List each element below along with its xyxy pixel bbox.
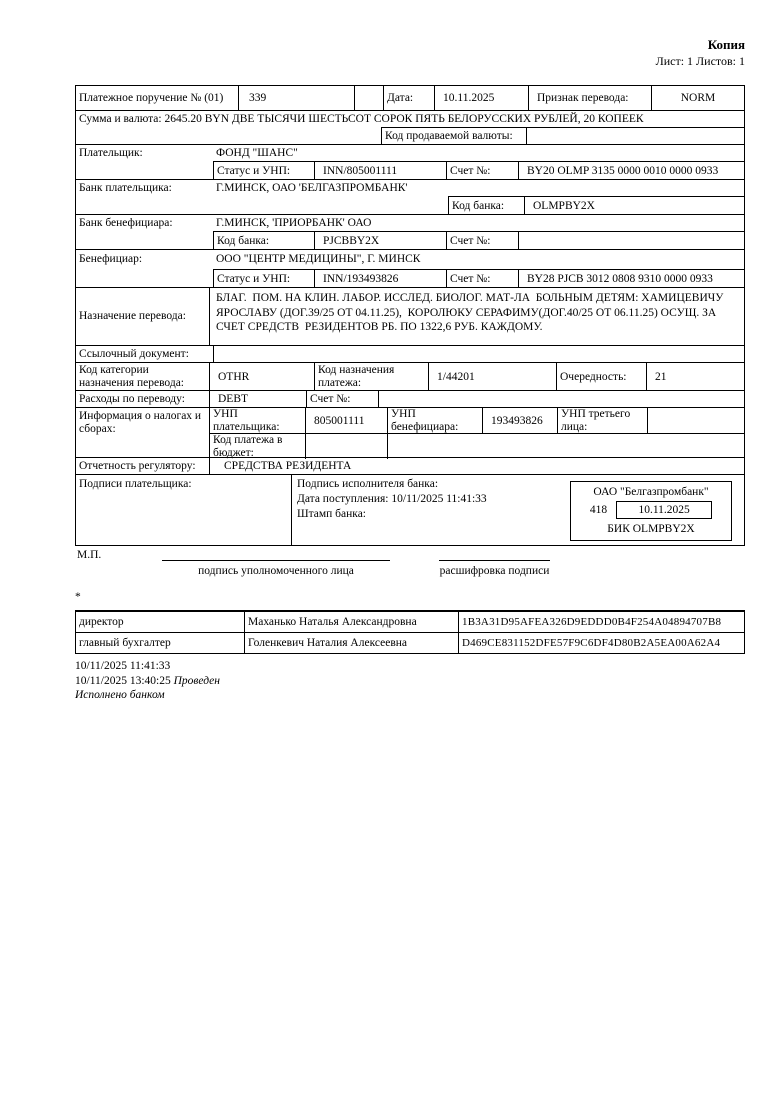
beneficiary-status-label: Статус и УНП: <box>213 269 314 287</box>
beneficiary-bank-code-label: Код банка: <box>213 231 314 249</box>
budget-code-row <box>210 433 744 459</box>
date-value: 10.11.2025 <box>434 86 528 110</box>
signature-decryption-line <box>439 560 550 578</box>
beneficiary-account-label: Счет №: <box>446 269 518 287</box>
signature-rule <box>162 560 390 561</box>
taxes-label: Информация о налогах и сборах: <box>79 410 202 435</box>
empty-cell <box>76 196 448 214</box>
payer-bank-row <box>76 179 744 196</box>
signer-name: Маханько Наталья Александровна <box>244 612 458 632</box>
beneficiary-name: ООО "ЦЕНТР МЕДИЦИНЫ", Г. МИНСК <box>216 253 421 265</box>
electronic-signatures-table <box>75 610 745 654</box>
signature-rule <box>439 560 550 561</box>
beneficiary-bank-row <box>76 214 744 231</box>
priority-label: Очередность: <box>556 363 646 390</box>
status-line-received: 10/11/2025 11:41:33 <box>75 660 171 672</box>
payer-status-row <box>76 161 744 179</box>
sheet-counter: Лист: 1 Листов: 1 <box>655 54 745 68</box>
payer-unp-value: 805001111 <box>305 408 387 433</box>
signer-hash: 1B3A31D95AFEA326D9EDDD0B4F254A04894707B8 <box>458 612 744 632</box>
payer-account-label: Счет №: <box>446 161 518 179</box>
beneficiary-status-row <box>76 269 744 287</box>
reference-row <box>76 345 744 362</box>
payer-bank-code-row <box>76 196 744 214</box>
payer-status-value: INN/805001111 <box>314 161 446 179</box>
purpose-code-value: 1/44201 <box>428 363 556 390</box>
reference-value <box>213 346 744 362</box>
purpose-row <box>76 287 744 345</box>
empty-cell <box>76 127 381 144</box>
bank-signature-cell <box>291 475 744 545</box>
regulator-label: Отчетность регулятору: <box>79 460 196 472</box>
beneficiary-label: Бенефициар: <box>79 253 143 265</box>
asterisk-note: * <box>75 591 81 603</box>
payer-name: ФОНД "ШАНС" <box>216 147 298 159</box>
signer-role: главный бухгалтер <box>79 637 171 649</box>
taxes-unp-row <box>210 408 744 433</box>
payer-bank-code-value: OLMPBY2X <box>524 196 744 214</box>
authorized-signature-caption: подпись уполномоченного лица <box>198 565 354 577</box>
expenses-account-value <box>378 391 744 407</box>
payer-bank-code-label: Код банка: <box>448 196 524 214</box>
seal-label: М.П. <box>77 549 102 561</box>
empty-cell <box>76 231 213 249</box>
amount-row <box>76 110 744 127</box>
sold-currency-value <box>526 127 744 144</box>
title-row <box>76 86 744 110</box>
payer-account-value: BY20 OLMP 3135 0000 0010 0000 0933 <box>518 161 744 179</box>
signer-name: Голенкевич Наталия Алексеевна <box>244 633 458 653</box>
empty-cell <box>387 434 744 459</box>
receipt-date: Дата поступления: 10/11/2025 11:41:33 <box>297 493 487 505</box>
beneficiary-unp-label: УНП бенефициара: <box>387 408 482 433</box>
payer-row <box>76 144 744 161</box>
beneficiary-bank-label: Банк бенефициара: <box>79 217 173 229</box>
bank-stamp-label: Штамп банка: <box>297 508 366 520</box>
sold-currency-row <box>76 127 744 144</box>
signer-role: директор <box>79 616 124 628</box>
signature-decryption-caption: расшифровка подписи <box>439 565 550 577</box>
regulator-row <box>76 457 744 474</box>
expenses-label: Расходы по переводу: <box>79 393 185 405</box>
reference-label: Ссылочный документ: <box>79 348 189 360</box>
status-line-processed <box>75 674 745 689</box>
payer-unp-label: УНП плательщика: <box>213 408 280 433</box>
payer-label: Плательщик: <box>79 147 143 159</box>
signer-row <box>76 611 744 632</box>
status-line-executed: Исполнено банком <box>75 689 165 701</box>
budget-code-value <box>305 434 387 459</box>
beneficiary-bank-account-value <box>518 231 744 249</box>
stamp-middle <box>575 501 727 519</box>
category-row <box>76 362 744 390</box>
transfer-sign-label: Признак перевода: <box>528 86 651 110</box>
sold-currency-label: Код продаваемой валюты: <box>381 127 526 144</box>
bank-executor-label: Подпись исполнителя банка: <box>297 478 439 490</box>
expenses-account-label: Счет №: <box>306 391 378 407</box>
processed-status: Проведен <box>173 674 220 687</box>
stamp-bank-name: ОАО "Белгазпромбанк" <box>593 486 709 498</box>
purpose-text: БЛАГ. ПОМ. НА КЛИН. ЛАБОР. ИССЛЕД. БИОЛОГ. МАТ-ЛА БОЛЬНЫМ ДЕТЯМ: ХАМИЦЕВИЧУ ЯРОСЛАВУ (ДОГ.39/25 ОТ 04.11.25), КОРОЛЮКУ СЕРАФИМУ(ДОГ.40/25 ОТ 06.11.25) ОСУЩ. ЗА СЧЕТ СРЕДСТВ РЕЗИДЕНТОВ РБ. ПО 1322,6 РУБ. КАЖДОМУ. <box>209 288 744 345</box>
order-number: 339 <box>238 86 354 110</box>
document-header <box>75 38 745 68</box>
budget-code-label: Код платежа в бюджет: <box>213 434 283 459</box>
copy-label: Копия <box>707 37 745 52</box>
stamp-bik: БИК OLMPBY2X <box>607 523 695 535</box>
beneficiary-bank-name: Г.МИНСК, 'ПРИОРБАНК' ОАО <box>216 217 372 229</box>
purpose-label: Назначение перевода: <box>79 310 186 323</box>
authorized-signature-line <box>162 560 390 578</box>
signer-row <box>76 632 744 653</box>
order-title: Платежное поручение № (01) <box>79 91 224 104</box>
third-party-unp-value <box>647 408 744 433</box>
processed-time: 10/11/2025 13:40:25 <box>75 674 171 687</box>
signer-hash: D469CE831152DFE57F9C6DF4D80B2A5EA00A62A4 <box>458 633 744 653</box>
empty-cell <box>76 269 213 287</box>
spacer-cell <box>354 86 383 110</box>
beneficiary-status-value: INN/193493826 <box>314 269 446 287</box>
beneficiary-bank-code-row <box>76 231 744 249</box>
payer-bank-name: Г.МИНСК, ОАО 'БЕЛГАЗПРОМБАНК' <box>216 182 408 194</box>
processing-status <box>75 659 745 703</box>
category-label: Код категории назначения перевода: <box>79 364 184 389</box>
stamp-number: 418 <box>589 504 608 516</box>
amount-line: Сумма и валюта: 2645.20 BYN ДВЕ ТЫСЯЧИ ШЕСТЬСОТ СОРОК ПЯТЬ БЕЛОРУССКИХ РУБЛЕЙ, 20 КОПЕЕК <box>79 113 644 125</box>
signatures-row <box>76 474 744 545</box>
taxes-subtable <box>209 408 744 457</box>
date-label: Дата: <box>383 86 434 110</box>
transfer-sign-value: NORM <box>651 86 744 110</box>
expenses-row <box>76 390 744 407</box>
expenses-value: DEBT <box>209 391 306 407</box>
beneficiary-account-value: BY28 PJCB 3012 0808 9310 0000 0933 <box>518 269 744 287</box>
empty-cell <box>76 161 213 179</box>
third-party-unp-label: УНП третьего лица: <box>557 408 647 433</box>
category-value: OTHR <box>209 363 314 390</box>
purpose-code-label: Код назначения платежа: <box>314 363 428 390</box>
bank-stamp-box <box>570 481 732 541</box>
seal-area <box>75 548 745 578</box>
priority-value: 21 <box>646 363 744 390</box>
payment-order-table <box>75 85 745 546</box>
payer-signatures-label: Подписи плательщика: <box>79 478 192 490</box>
payer-status-label: Статус и УНП: <box>213 161 314 179</box>
stamp-date: 10.11.2025 <box>616 501 712 519</box>
payer-bank-label: Банк плательщика: <box>79 182 172 194</box>
beneficiary-unp-value: 193493826 <box>482 408 557 433</box>
taxes-row <box>76 407 744 457</box>
beneficiary-row <box>76 249 744 269</box>
regulator-value: СРЕДСТВА РЕЗИДЕНТА <box>209 458 354 474</box>
beneficiary-bank-account-label: Счет №: <box>446 231 518 249</box>
beneficiary-bank-code-value: PJCBBY2X <box>314 231 446 249</box>
